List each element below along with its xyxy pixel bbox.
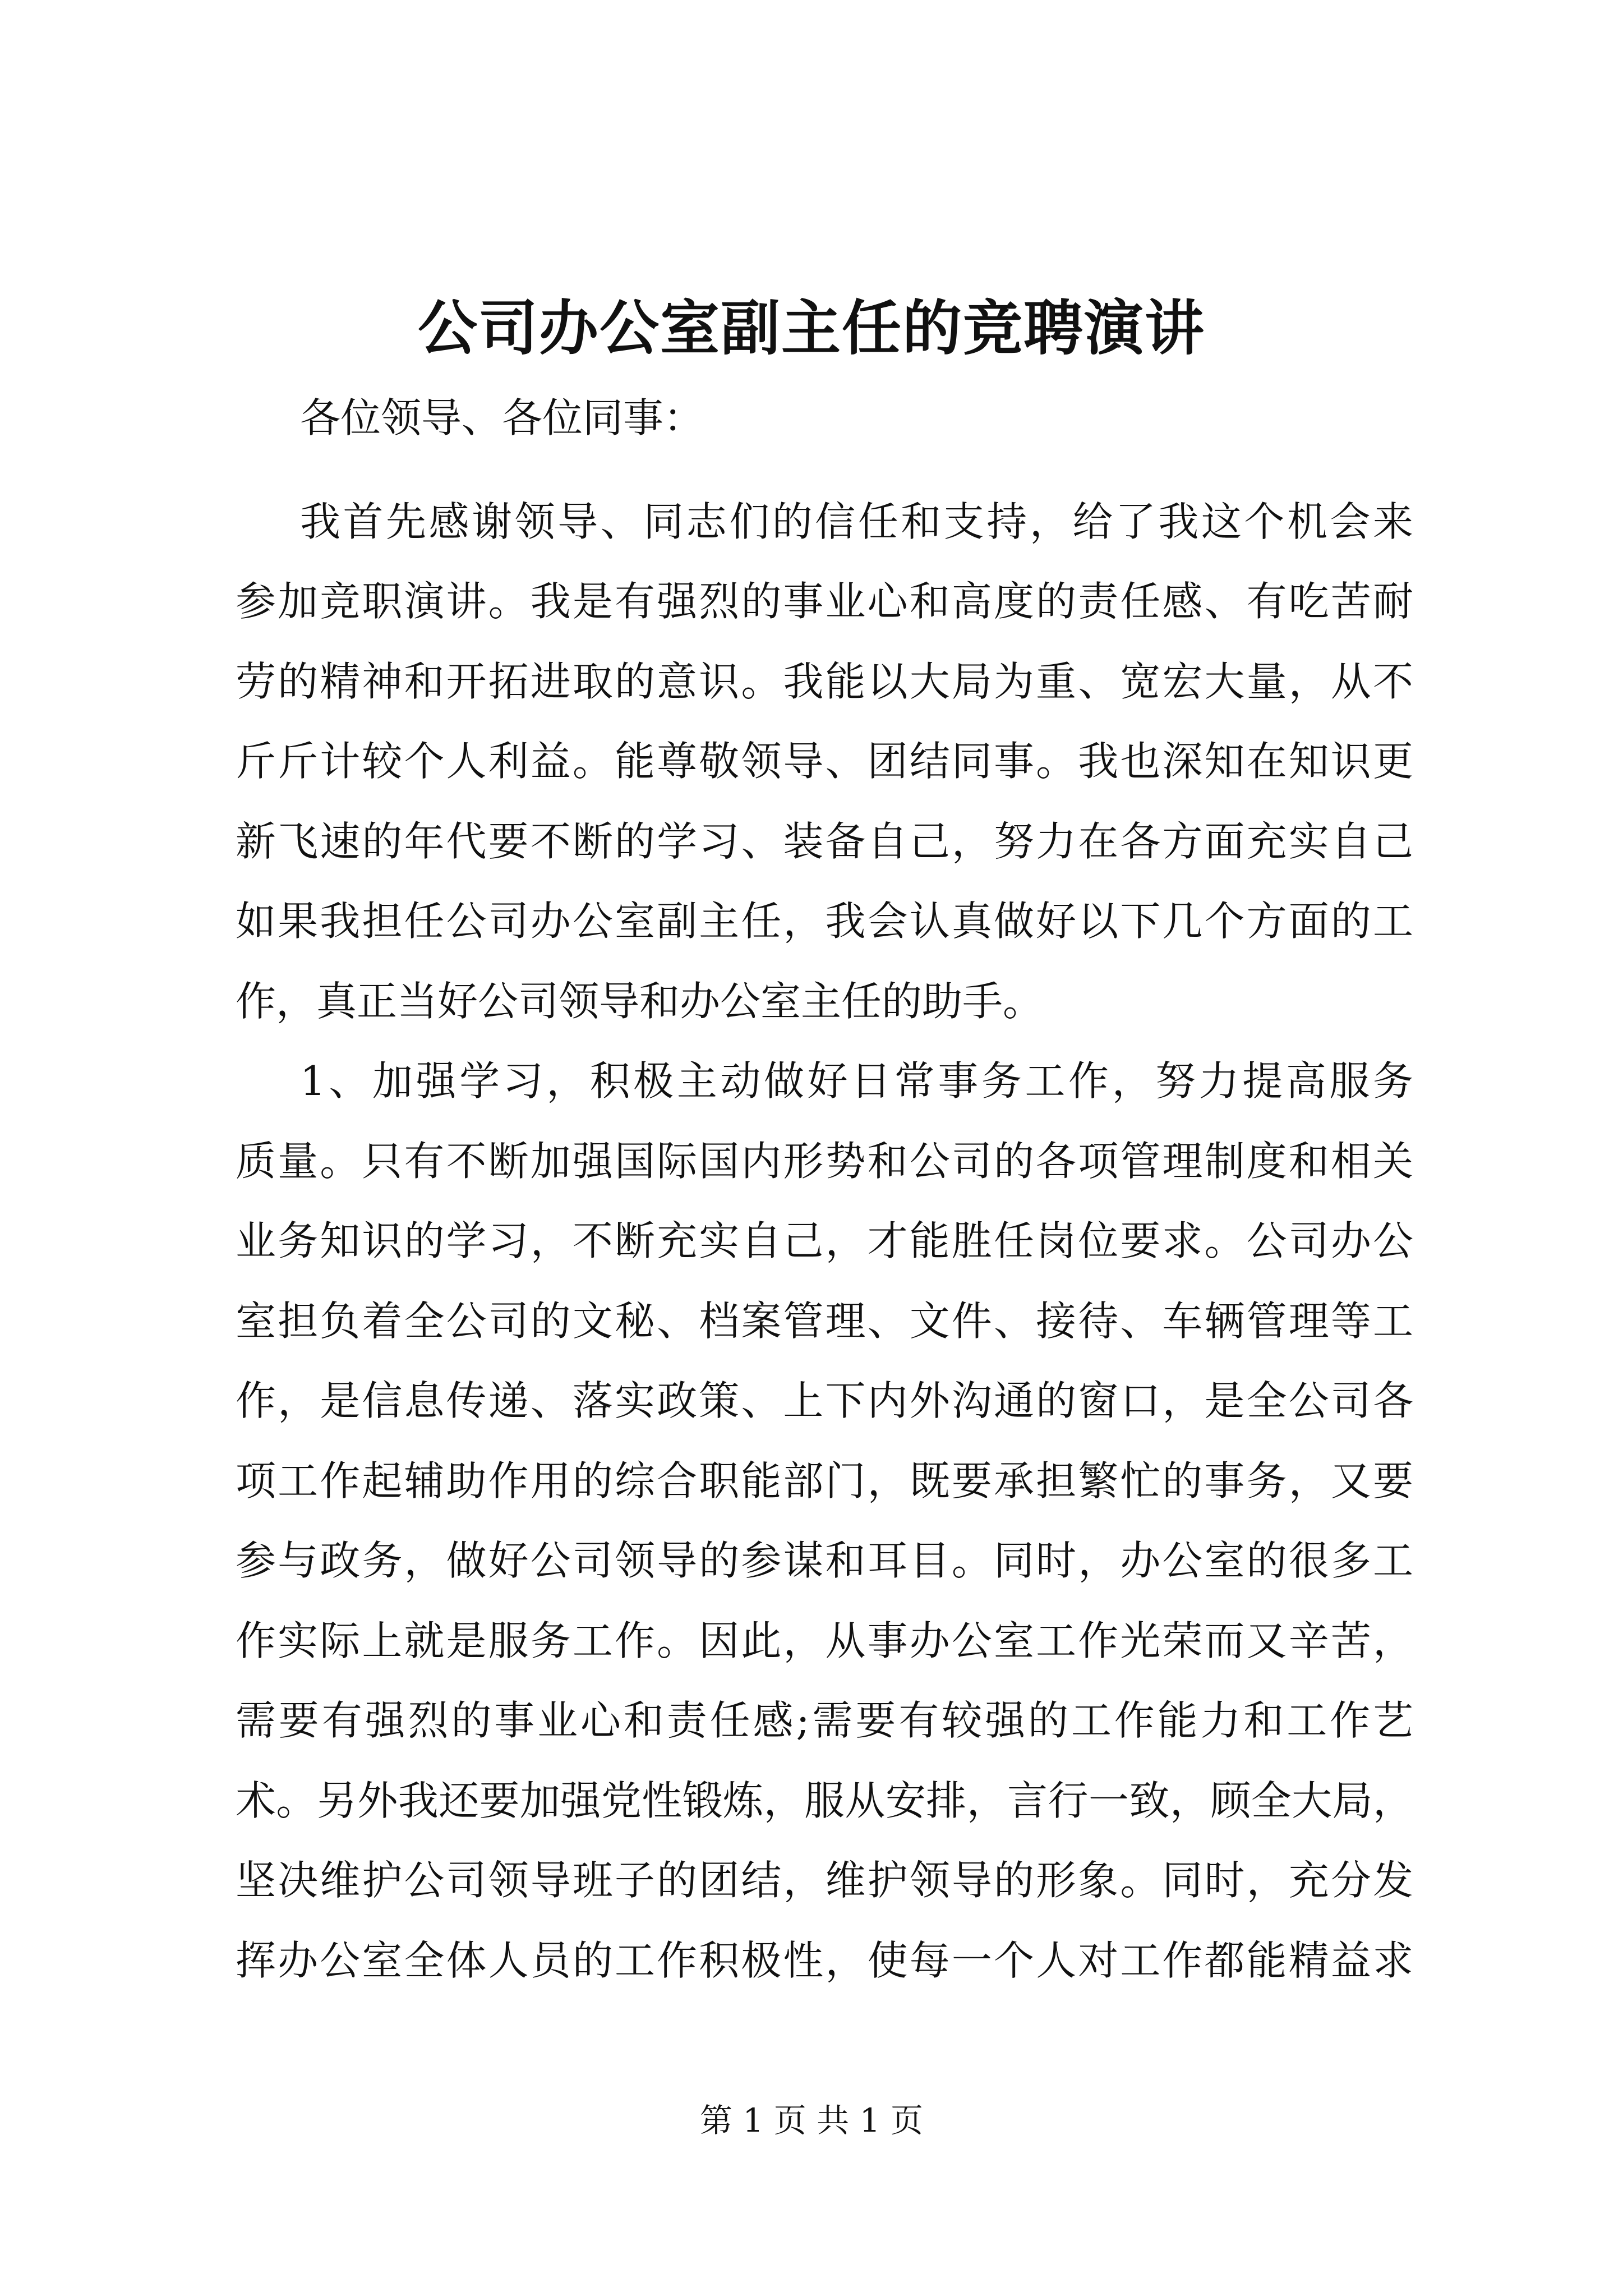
paragraph-line: 作，是信息传递、落实政策、上下内外沟通的窗口，是全公司各: [236, 1377, 1413, 1424]
paragraph-line: 项工作起辅助作用的综合职能部门，既要承担繁忙的事务，又要: [236, 1457, 1413, 1504]
document-title: 公司办公室副主任的竞聘演讲: [418, 293, 1205, 363]
salutation-line: 各位领导、各位同事：: [300, 394, 704, 441]
paragraph-line: 1、加强学习，积极主动做好日常事务工作，努力提高服务: [300, 1057, 1413, 1105]
paragraph-line: 参加竞职演讲。我是有强烈的事业心和高度的责任感、有吃苦耐: [236, 578, 1413, 625]
paragraph-line: 室担负着全公司的文秘、档案管理、文件、接待、车辆管理等工: [236, 1297, 1413, 1345]
paragraph-line: 需要有强烈的事业心和责任感;需要有较强的工作能力和工作艺: [236, 1697, 1413, 1744]
paragraph-line: 斤斤计较个人利益。能尊敬领导、团结同事。我也深知在知识更: [236, 738, 1413, 785]
paragraph-line: 作实际上就是服务工作。因此，从事办公室工作光荣而又辛苦，: [236, 1617, 1413, 1664]
page-number-footer: 第 1 页 共 1 页: [700, 2101, 923, 2139]
paragraph-line: 新飞速的年代要不断的学习、装备自己，努力在各方面充实自己: [236, 818, 1413, 865]
paragraph-line: 术。另外我还要加强党性锻炼，服从安排，言行一致，顾全大局，: [236, 1777, 1413, 1824]
paragraph-line: 参与政务，做好公司领导的参谋和耳目。同时，办公室的很多工: [236, 1537, 1413, 1584]
paragraph-line: 作，真正当好公司领导和办公室主任的助手。: [236, 978, 1044, 1025]
paragraph-line: 劳的精神和开拓进取的意识。我能以大局为重、宽宏大量，从不: [236, 658, 1413, 705]
paragraph-line: 质量。只有不断加强国际国内形势和公司的各项管理制度和相关: [236, 1138, 1413, 1185]
paragraph-line: 挥办公室全体人员的工作积极性，使每一个人对工作都能精益求: [236, 1937, 1413, 1984]
paragraph-line: 如果我担任公司办公室副主任，我会认真做好以下几个方面的工: [236, 898, 1413, 945]
paragraph-line: 我首先感谢领导、同志们的信任和支持，给了我这个机会来: [300, 498, 1413, 545]
paragraph-line: 业务知识的学习，不断充实自己，才能胜任岗位要求。公司办公: [236, 1217, 1413, 1264]
paragraph-line: 坚决维护公司领导班子的团结，维护领导的形象。同时，充分发: [236, 1857, 1413, 1904]
